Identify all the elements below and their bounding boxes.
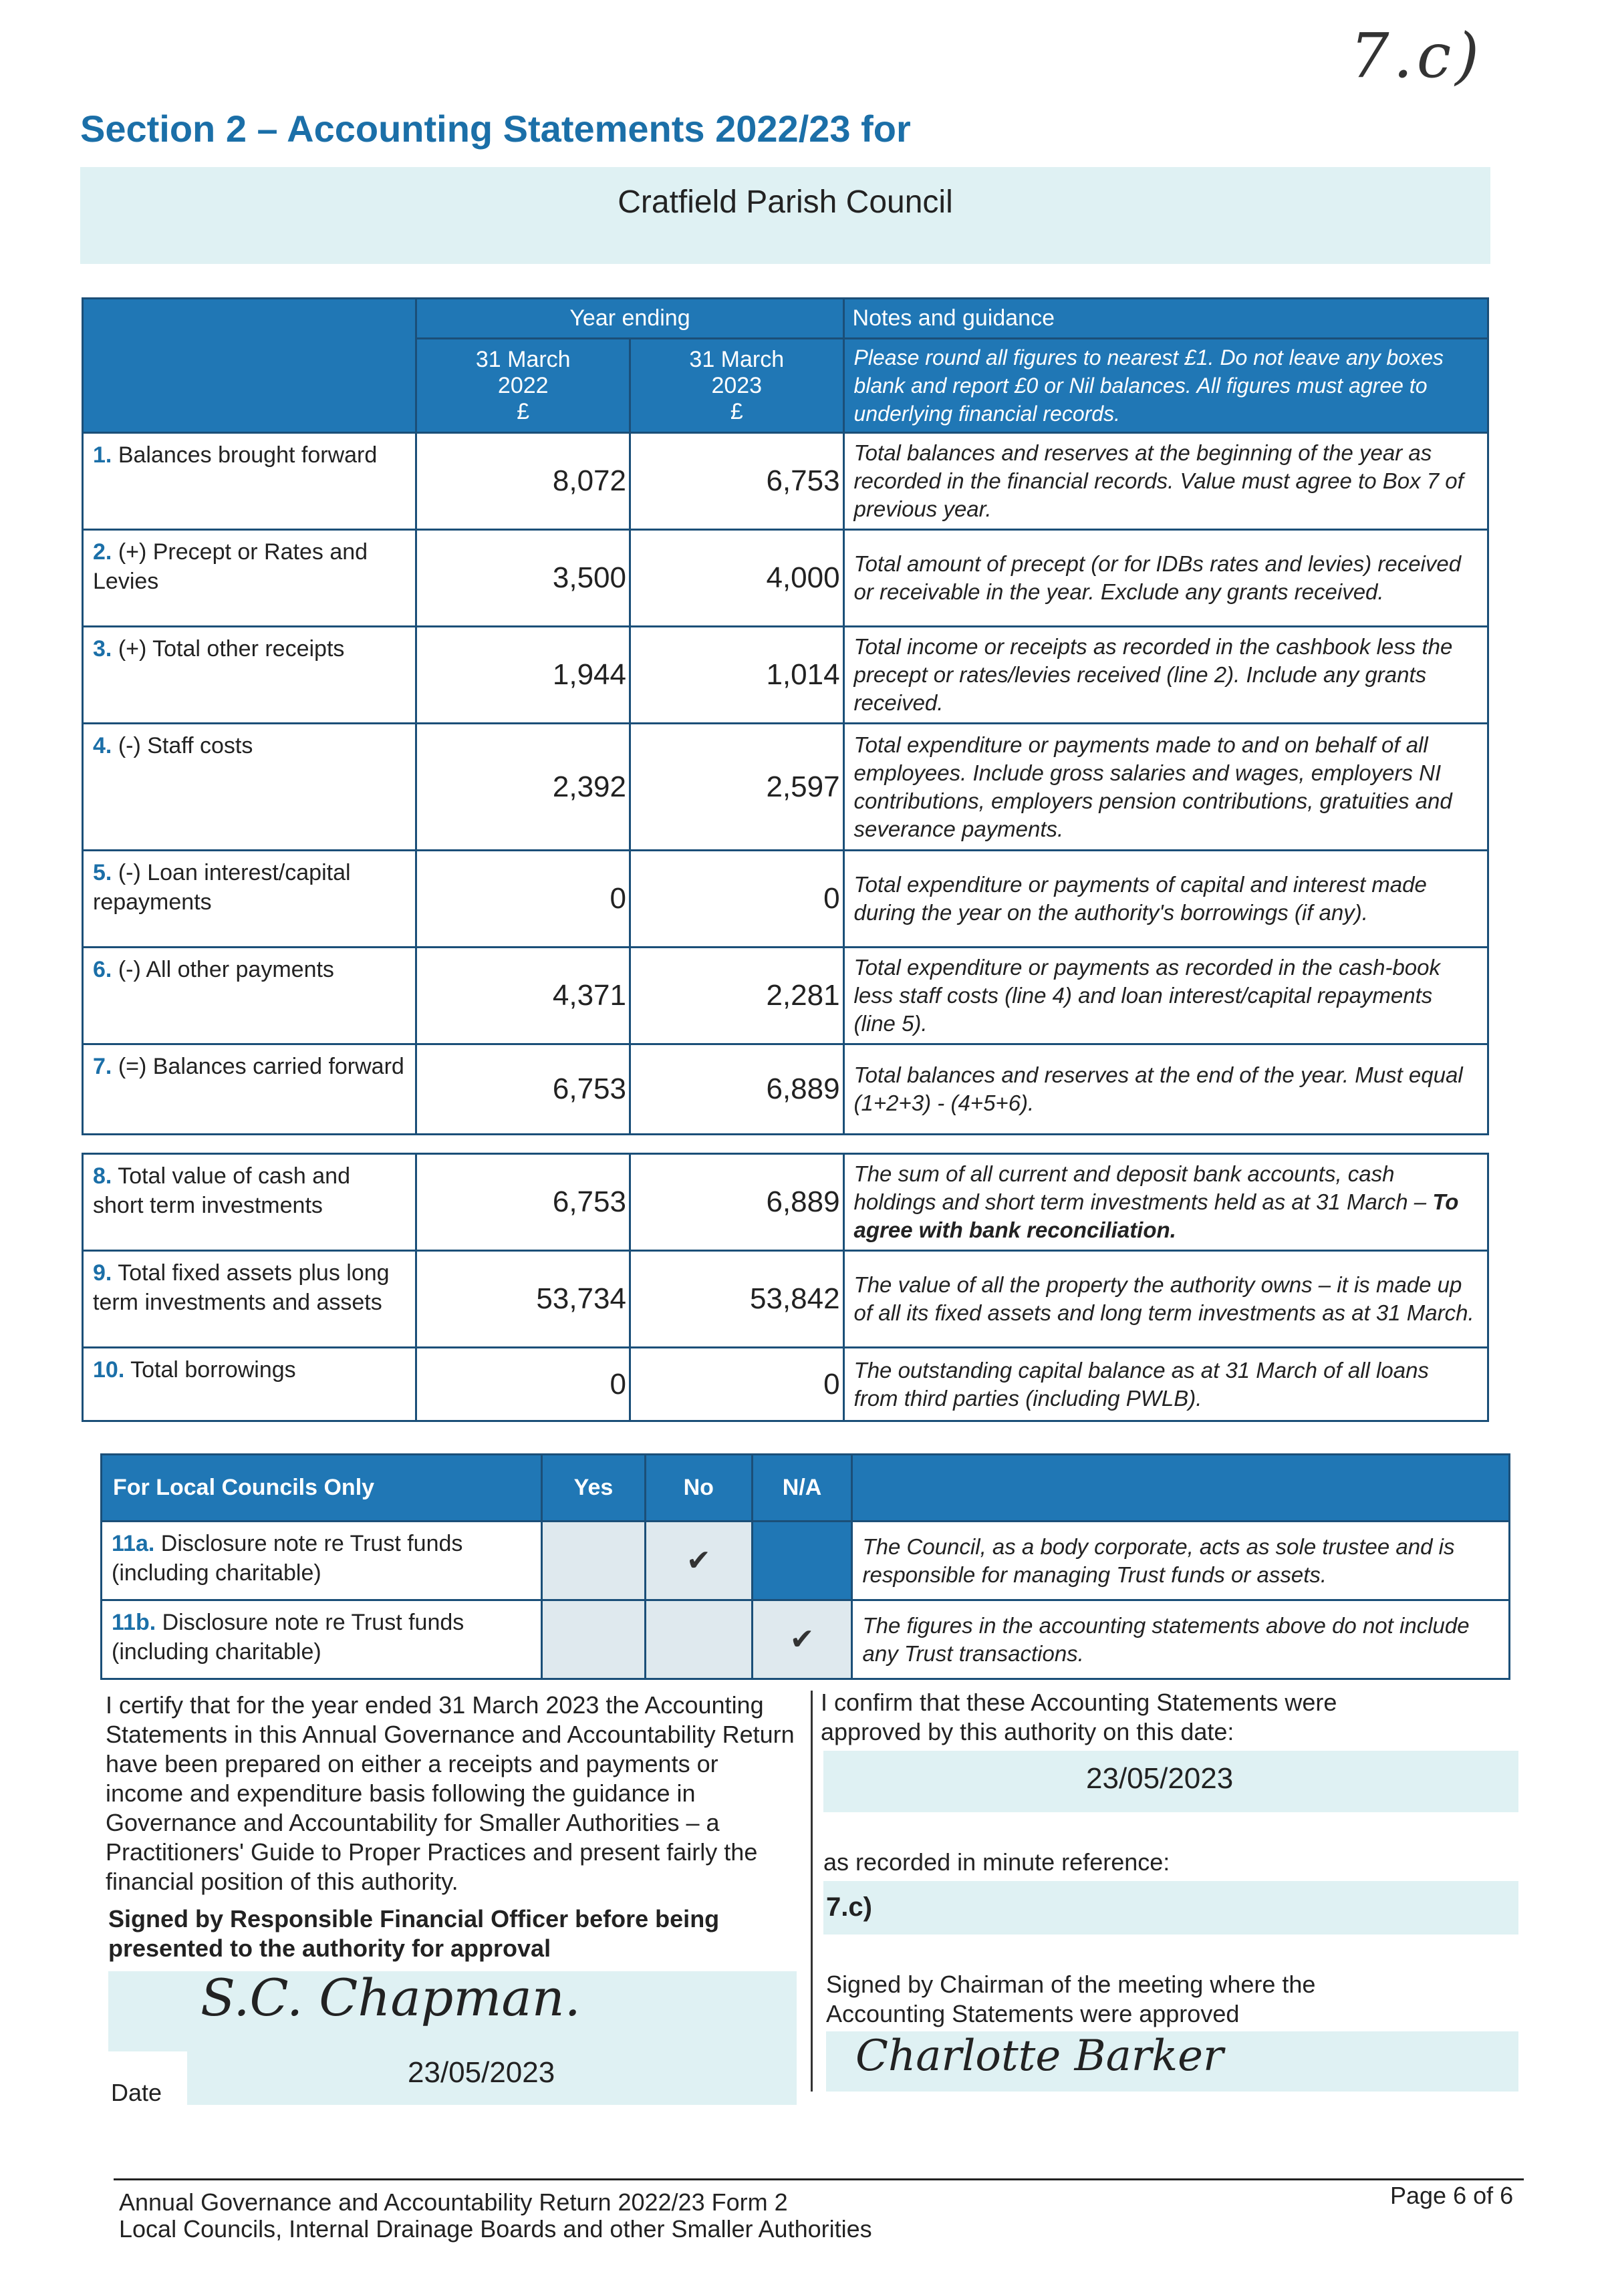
section-title: Section 2 – Accounting Statements 2022/23 for [80,108,911,150]
balance-sheet-table [82,1153,1489,1422]
chair-signature: Charlotte Barker [855,2031,1224,2081]
rfo-signature: S.C. Chapman. [200,1968,581,2027]
approval-confirm-text: I confirm that these Accounting Statements were approved by this authority on this date: [821,1689,1337,1745]
value-2023: 53,842 [630,1251,843,1348]
value-2022: 1,944 [416,627,630,724]
table-corner [83,299,416,433]
value-2022: 0 [416,1348,630,1421]
value-2023: 1,014 [630,627,844,724]
row-note: Total expenditure or payments as recorded in the cash-book less staff costs (line 4) and loan interest/capital repayments (line 5). [843,948,1488,1044]
row-label: 11a. Disclosure note re Trust funds (including charitable) [102,1522,542,1600]
table-row [83,1154,1488,1251]
yes-header: Yes [542,1455,646,1522]
row-label: 6. (-) All other payments [83,948,416,1044]
na-checkbox[interactable]: ✔ [752,1600,852,1679]
row-note: Total balances and reserves at the end of the year. Must equal (1+2+3) - (4+5+6). [843,1044,1488,1135]
yes-checkbox[interactable] [542,1522,646,1600]
table-row [83,948,1488,1044]
value-2022: 6,753 [416,1044,630,1135]
no-checkbox[interactable] [645,1600,752,1679]
na-checkbox[interactable] [752,1522,852,1600]
table-row [83,1348,1488,1421]
council-name: Cratfield Parish Council [618,184,953,220]
date-label: Date [111,2079,162,2106]
value-2022: 53,734 [416,1251,630,1348]
rfo-certification-text: I certify that for the year ended 31 March 2023 the Accounting Statements in this Annual Governance and Accountability Return have been prepared on either a receipts and payments or income and expenditure basis following the guidance in Governance and Accountability for Smaller Authorities – a Practitioners' Guide to Proper Practices and present fairly the financial position of this authority. [106,1691,795,1895]
value-2022: 2,392 [416,724,630,851]
local-council-row [102,1522,1510,1600]
col-2023-header: 31 March 2023 £ [630,339,844,433]
row-note: Total income or receipts as recorded in the cashbook less the precept or rates/levies received (line 2). Include any grants received. [843,627,1488,724]
value-2023: 0 [630,851,844,948]
table-row [83,433,1488,530]
row-note: Total expenditure or payments of capital and interest made during the year on the authority's borrowings (if any). [843,851,1488,948]
row-label: 7. (=) Balances carried forward [83,1044,416,1135]
notes-intro: Please round all figures to nearest £1. Do not leave any boxes blank and report £0 or Nil balances. All figures must agree to underlying financial records. [843,339,1488,433]
row-label: 1. Balances brought forward [83,433,416,530]
row-label: 10. Total borrowings [83,1348,416,1421]
na-header: N/A [752,1455,852,1522]
row-note: Total balances and reserves at the beginning of the year as recorded in the financial records. Value must agree to Box 7 of previous year. [843,433,1488,530]
yes-checkbox[interactable] [542,1600,646,1679]
row-note: The Council, as a body corporate, acts as sole trustee and is responsible for managing Trust funds or assets. [852,1522,1510,1600]
footer-line-2: Local Councils, Internal Drainage Boards and other Smaller Authorities [119,2215,872,2243]
approval-date: 23/05/2023 [1086,1762,1234,1795]
table-row [83,1251,1488,1348]
row-label: 11b. Disclosure note re Trust funds (including charitable) [102,1600,542,1679]
table-row [83,530,1488,627]
row-label: 4. (-) Staff costs [83,724,416,851]
footer-line-1: Annual Governance and Accountability Return 2022/23 Form 2 [119,2188,788,2216]
row-note-bold: To agree with bank reconciliation. [853,1189,1459,1242]
page-number: Page 6 of 6 [1390,2182,1514,2209]
footer-rule [114,2178,1524,2180]
table-row [83,1044,1488,1135]
minute-ref-value: 7.c) [826,1892,872,1922]
row-label: 2. (+) Precept or Rates and Levies [83,530,416,627]
chair-signed-label: Signed by Chairman of the meeting where the Accounting Statements were approved [826,1971,1316,2027]
row-label: 9. Total fixed assets plus long term investments and assets [83,1251,416,1348]
rfo-date: 23/05/2023 [408,2056,555,2089]
value-2023: 6,889 [630,1044,844,1135]
value-2022: 3,500 [416,530,630,627]
row-note: The value of all the property the authority owns – it is made up of all its fixed assets and long term investments as at 31 March. [843,1251,1488,1348]
row-note: Total amount of precept (or for IDBs rates and levies) received or receivable in the year. Exclude any grants received. [843,530,1488,627]
local-councils-header: For Local Councils Only [102,1455,542,1522]
accounting-statements-table [82,297,1489,1135]
no-header: No [645,1455,752,1522]
local-notes-header [852,1455,1510,1522]
value-2023: 6,753 [630,433,844,530]
row-label: 3. (+) Total other receipts [83,627,416,724]
value-2023: 4,000 [630,530,844,627]
row-note: The outstanding capital balance as at 31 March of all loans from third parties (including PWLB). [843,1348,1488,1421]
table-row [83,724,1488,851]
value-2023: 2,281 [630,948,844,1044]
row-label: 5. (-) Loan interest/capital repayments [83,851,416,948]
value-2023: 6,889 [630,1154,843,1251]
value-2022: 0 [416,851,630,948]
table-row [83,627,1488,724]
table-row [83,851,1488,948]
row-note: Total expenditure or payments made to and on behalf of all employees. Include gross salaries and wages, employers NI contributions, employers pension contributions, gratuities and severance payments. [843,724,1488,851]
minute-ref-label: as recorded in minute reference: [823,1848,1170,1876]
handwritten-agenda-ref: 7.c) [1350,20,1484,92]
year-ending-header: Year ending [416,299,843,339]
row-note: The figures in the accounting statements above do not include any Trust transactions. [852,1600,1510,1679]
no-checkbox[interactable]: ✔ [645,1522,752,1600]
notes-header: Notes and guidance [843,299,1488,339]
value-2023: 2,597 [630,724,844,851]
value-2022: 4,371 [416,948,630,1044]
local-councils-table [100,1453,1510,1680]
value-2022: 6,753 [416,1154,630,1251]
value-2023: 0 [630,1348,843,1421]
local-council-row [102,1600,1510,1679]
rfo-signed-label: Signed by Responsible Financial Officer before being presented to the authority for approval [108,1905,720,1962]
minute-ref-box [823,1881,1518,1934]
value-2022: 8,072 [416,433,630,530]
row-label: 8. Total value of cash and short term investments [83,1154,416,1251]
column-divider [811,1691,813,2092]
col-2022-header: 31 March 2022 £ [416,339,630,433]
row-note: The sum of all current and deposit bank accounts, cash holdings and short term investments held as at 31 March – To agree with bank reconciliation. [843,1154,1488,1251]
